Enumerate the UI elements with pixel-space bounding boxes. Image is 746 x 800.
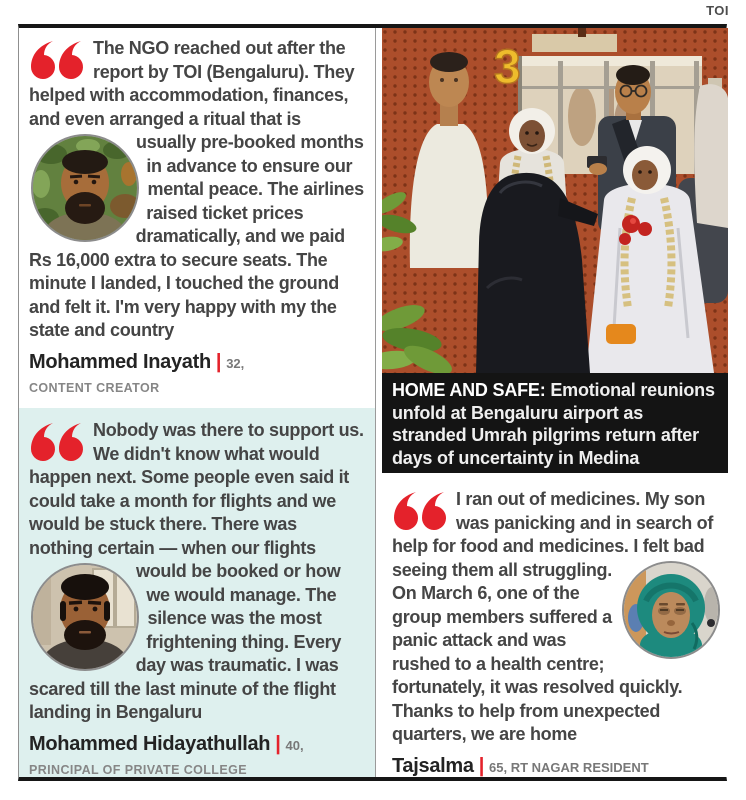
- red-divider-bar: |: [275, 732, 281, 755]
- quote-block-hidayathullah: [19, 408, 375, 777]
- quote-icon: [392, 491, 450, 533]
- toi-credit: TOI: [706, 3, 729, 18]
- left-column: [19, 28, 376, 777]
- person-designation: CONTENT CREATOR: [29, 380, 160, 395]
- airport-reunion-photo: [382, 28, 728, 373]
- quote-block-inayath: [19, 28, 375, 408]
- quote-text-lead: I ran out of medicines. My son was panicking and in search of help for food and medicines. I felt bad: [392, 489, 714, 556]
- quote-text-lead: The NGO reached out after the report by TOI (Bengaluru). They helped with accommodation, finances, and even arranged a ritual that is: [29, 38, 355, 129]
- tajsalma-portrait: [622, 561, 720, 659]
- byline-hidayathullah: [29, 733, 365, 756]
- person-name: Mohammed Hidayathullah: [29, 732, 271, 755]
- red-divider-bar: |: [478, 754, 485, 777]
- photo-caption: [382, 373, 728, 473]
- person-age: 40,: [285, 737, 304, 753]
- mohammed-hidayathullah-portrait: [31, 563, 139, 671]
- right-column: [382, 28, 728, 777]
- person-age: 32,: [226, 355, 245, 371]
- quote-text-lead: Nobody was there to support us. We didn't know what would happen next. Some people even said it could take a month for flights and we would be stuck there. There was nothing certain — when our flights: [29, 420, 364, 558]
- quote-icon: [29, 40, 87, 82]
- mohammed-inayath-portrait: [31, 134, 139, 242]
- graphic-frame: [18, 24, 727, 781]
- red-divider-bar: |: [215, 350, 222, 373]
- quote-text-wrap: would be booked or how we would manage. The silence was the most frightening thing. Every day was traumatic. I was scared till the last minute of the flight landing in Bengaluru: [29, 561, 342, 722]
- quote-text-wrap: seeing them all struggling. On March 6, one of the group members suffered a panic attack and was rushed to a health centre; fortunately, it was resolved quickly. Thanks to help from unexpected quarters, we are home: [392, 559, 683, 744]
- quote-text-wrap: usually pre-booked months in advance to ensure our mental peace. The airlines raised ticket prices dramatically, and we paid Rs 16,000 extra to secure seats. The minute I landed, I touched the ground and felt it. I'm very happy with my the state and country: [29, 132, 364, 340]
- caption-label: HOME AND SAFE:: [392, 380, 546, 400]
- person-name: Mohammed Inayath: [29, 350, 211, 373]
- byline-tajsalma: [392, 755, 720, 778]
- person-name: Tajsalma: [392, 754, 474, 777]
- quote-block-tajsalma: [382, 476, 728, 777]
- caption-text: Emotional reunions unfold at Bengaluru airport as stranded Umrah pilgrims return after days of uncertainty in Medina: [392, 380, 715, 468]
- quote-icon: [29, 422, 87, 464]
- person-designation: PRINCIPAL OF PRIVATE COLLEGE: [29, 762, 247, 777]
- byline-inayath: [29, 351, 365, 374]
- gate-number: 3: [494, 41, 521, 94]
- person-age-role: 65, RT NAGAR RESIDENT: [489, 759, 649, 775]
